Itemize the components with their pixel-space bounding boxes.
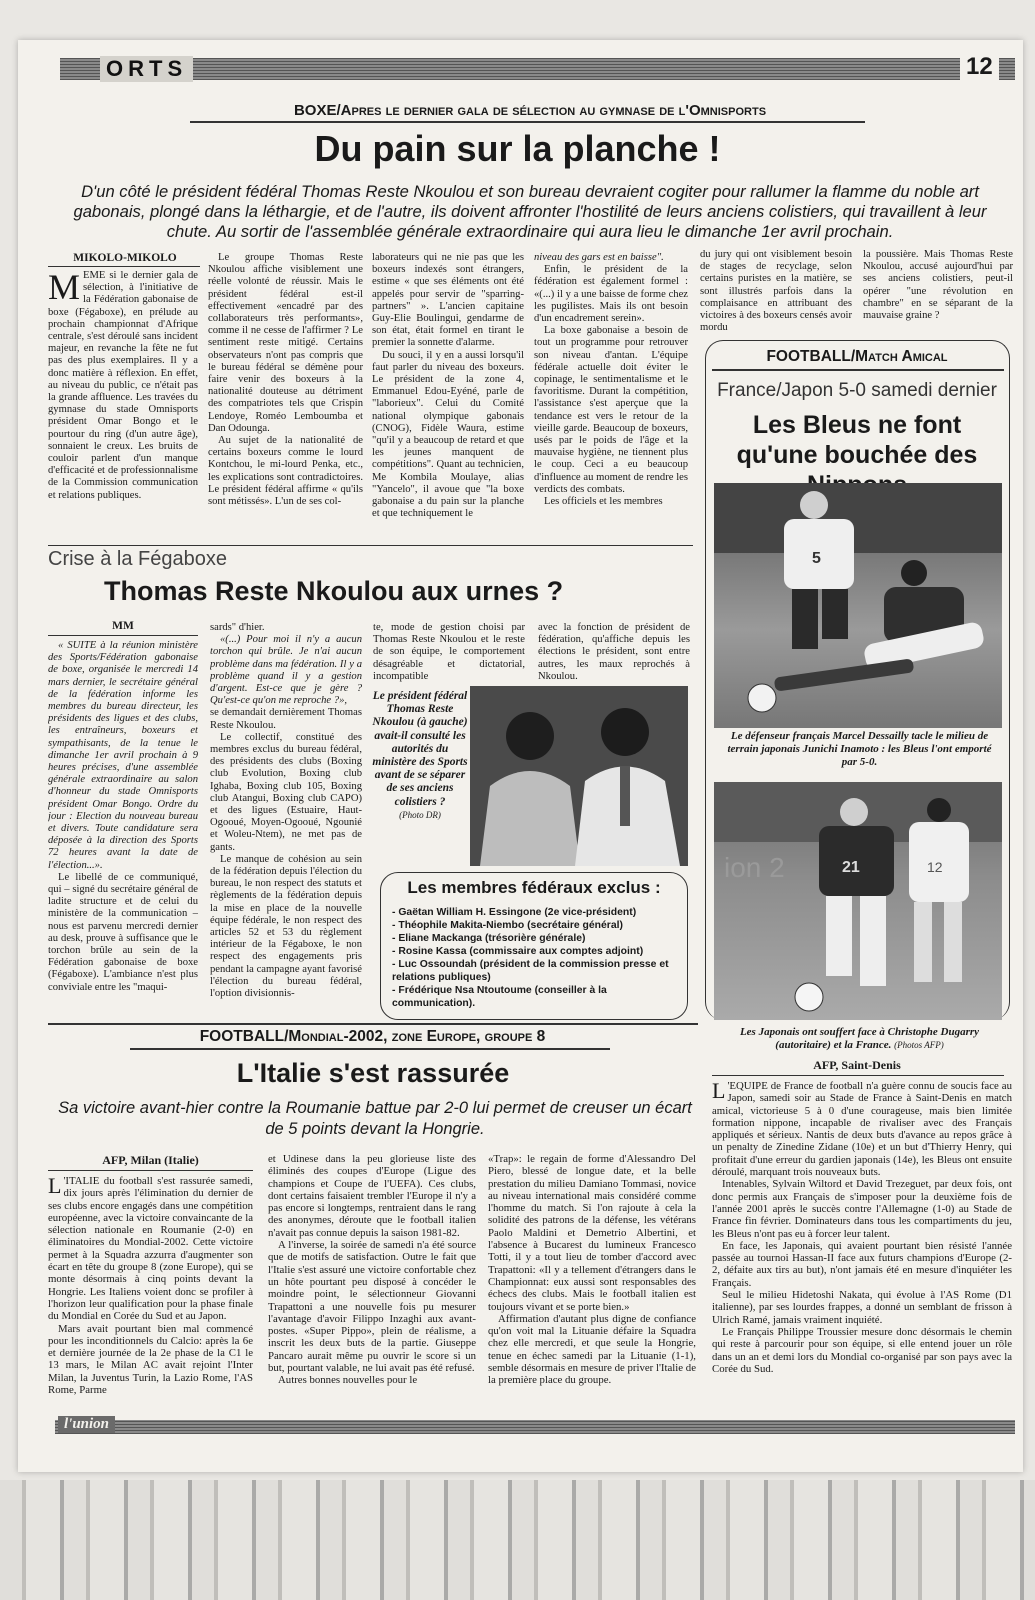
exclus-item: - Eliane Mackanga (trésorière générale) [392, 933, 586, 944]
italie-col-1-p1: 'ITALIE du football s'est rassurée samedi, dix jours après l'élimination du dernier de ses clubs encore engagés dans une compétition européenne, avec la victoire convaincante de la sélection nationale en Roumanie (2-0) en éliminatoires du Mondial-2002. Cette victoire permet à la Squadra azzurra d'augmenter son écart en tête du groupe 8 (zone Europe), qui se monte désormais à cinq points devant la Hongrie. Les Italiens voient donc se profiler à l'horizon leur qualification pour la phase finale du Mondial en Corée du Sud et au Japon. [48, 1175, 253, 1323]
fegaboxe-col-4-text: avec la fonction de président de fédération, qu'affiche depuis les élections le président, sont entre autres, les maux reprochés à Nkoulou. [538, 622, 690, 682]
amical-photo2-caption [722, 1026, 997, 1052]
fegaboxe-col-2-italic: «(...) Pour moi il n'y a aucun torchon qui brûle. Je n'ai aucun problème dans ma fédération. Il y a problème quand il y a gestion d'argent. Est-ce que je gère ? Qu'est-ce qu'on me reproche ?», [210, 634, 362, 707]
fegaboxe-col-3-text: te, mode de gestion choisi par Thomas Reste Nkoulou et le reste de son équipe, le comportement désagréable et dictatorial, incompatible [373, 622, 525, 682]
section-name: ORTS [100, 56, 193, 82]
fegaboxe-photo-credit: (Photo DR) [399, 809, 441, 820]
amical-p5: Le Français Philippe Troussier mesure donc désormais le chemin qui reste à parcourir pour son équipe, si elle entend jouer un rôle dans un an et demi lors du Mondial co-organisé par son pays avec la Corée du Sud. [712, 1325, 1012, 1375]
italie-deck: Sa victoire avant-hier contre la Roumanie battue par 2-0 lui permet de creuser un écart de 5 points devant la Hongrie. [58, 1099, 692, 1138]
boxe-byline: MIKOLO-MIKOLO [73, 252, 177, 264]
exclus-box-title: Les membres fédéraux exclus : [407, 878, 661, 897]
fegaboxe-col-2-a: sards" d'hier. [210, 622, 265, 633]
fegaboxe-headline: Thomas Reste Nkoulou aux urnes ? [104, 576, 564, 606]
boxe-col-6-text: la poussière. Mais Thomas Reste Nkoulou, accusé aujourd'hui par ses anciens colistiers, peut-il opérer "une révolution en chambre" en se séparant de la mauvaise graine ? [863, 249, 1013, 322]
amical-photo-tackle [714, 483, 1002, 728]
amical-byline: AFP, Saint-Denis [813, 1058, 901, 1072]
fegaboxe-kicker: Crise à la Fégaboxe [48, 548, 227, 570]
footer-bar [55, 1420, 1015, 1434]
fegaboxe-col-1-italic: « SUITE à la réunion ministère des Sports/Fédération gabonaise de boxe, organisée le mercredi 14 mars dernier, le secrétaire général de la fédération informe les membres du bureau directeur, les présidents des ligues et des clubs, les entraîneurs, boxeurs et sympathisants, de la tenue le dimanche 1er avril prochain à 9 heures précises, d'une assemblée générale extraordinaire au salon d'honneur du stade Omnisports président Omar Bongo. Ordre du jour : Election du nouveau bureau et divers. Toute candidature sera déposée à la direction des Sports 72 heures avant la date de l'élection...». [48, 640, 198, 871]
amical-photo2-credit: (Photos AFP) [894, 1040, 944, 1050]
boxe-col-2 [208, 252, 363, 532]
boxe-byline-rule [48, 266, 200, 267]
amical-p3: En face, les Japonais, qui avaient pourtant bien résisté l'année passée au tournoi Hassan-II face aux futurs champions d'Europe (2-2, défaite aux tirs au but), n'ont jamais été en mesure d'inquiéter les Français. [712, 1239, 1012, 1289]
amical-p4: Seul le milieu Hidetoshi Nakata, qui évolue à l'AS Rome (D1 italienne), par ses lourdes frappes, a donné un semblant de frisson à Ulrich Ramé, jamais vraiment inquiété. [712, 1289, 1012, 1326]
boxe-deck: D'un côté le président fédéral Thomas Reste Nkoulou et son bureau devraient cogiter pour rallumer la flamme du noble art gabonais, plongé dans la léthargie, et de l'autre, ils doivent affronter l'hostilité de leurs anciens colistiers, qui travaillent à leur chute. Au sortir de l'assemblée générale extraordinaire qui aura lieu le dimanche 1er avril prochain. [73, 182, 987, 241]
fegaboxe-byline: MM [112, 620, 134, 632]
boxe-col-4-p2: Enfin, le président de la fédération est également formel : «(...) il y a une baisse de forme chez les pugilistes. Mais ils ont besoin d'un encadrement serein». [534, 264, 688, 325]
fegaboxe-col-2 [210, 622, 362, 1018]
boxe-col-1 [48, 270, 198, 532]
amical-photo1-caption: Le défenseur français Marcel Dessailly tacle le milieu de terrain japonais Junichi Inamoto : les Bleus l'ont emporté par 5-0. [727, 730, 992, 768]
boxe-kicker: BOXE/Apres le dernier gala de sélection au gymnase de l'Omnisports [293, 102, 767, 119]
officials-scene [470, 686, 688, 866]
italie-col-3 [488, 1153, 696, 1415]
italie-col-2-p2: A l'inverse, la soirée de samedi n'a été source que de motifs de satisfaction. Outre le fait que l'Italie s'est assuré une victoire confortable chez un hôte pourtant peu disposé à concéder le moindre point, le sélectionneur Giovanni Trapattoni a une nouvelle fois pu mesurer l'avantage d'avoir Filippo Inzaghi aux avant-postes. «Super Pippo», plein de réalisme, a inscrit les deux buts de la partie. Giuseppe Pancaro aurait même pu ouvrir le score si un but, pourtant valable, ne lui avait pas été refusé. [268, 1239, 476, 1375]
amical-body [712, 1080, 1012, 1398]
fegaboxe-photo-caption [370, 690, 470, 822]
boxe-col-4-p4: Les officiels et les membres [544, 496, 663, 508]
boxe-col-3-p2: Du souci, il y en a aussi lorsqu'il faut parler du niveau des boxeurs. Le président de la zone 4, Emmanuel Edou-Eyéné, parle de "laborieux". Celui du Comité national olympique gabonais (CNOG), Fidèle Waura, estime "qu'il y a beaucoup de retard et que les jeunes manquent de compétitions". Quant au technicien, Me Kombila Moulaye, alias "Yancelo", il avoue que "la boxe gabonaise a du pain sur la planche et que techniquement le [372, 349, 524, 520]
page-number: 12 [960, 53, 999, 81]
amical-subkicker: France/Japon 5-0 samedi dernier [717, 380, 997, 401]
fegaboxe-top-rule [48, 545, 693, 546]
amical-dropcap: L [712, 1080, 726, 1103]
boxe-dropcap: M [48, 270, 81, 307]
amical-p1: 'EQUIPE de France de football n'a guère connu de soucis face au Japon, samedi soir au Stade de France à Saint-Denis en match amical, victorieuse 5 à 0 d'une courageuse, mais bien limitée formation nippone, incapable de rivaliser avec des Français appliqués et sérieux. Nantis de deux buts d'avance au repos grâce à un penalty de Zinedine Zidane (10e) et un but d'Thierry Henry, qui profitait d'une erreur du gardien japonais (14e), les Bleus ont ensuite déroulé, marquant trois nouveaux buts. [712, 1080, 1012, 1179]
amical-headline: Les Bleus ne font qu'une bouchée des [736, 411, 978, 469]
exclus-item: - Gaëtan William H. Essingone (2e vice-président) [392, 907, 637, 918]
amical-photo2-caption-text: Les Japonais ont souffert face à Christophe Dugarry (autoritaire) et la France. [739, 1026, 980, 1051]
boxe-col-4-p3: La boxe gabonaise a besoin de tout un programme pour retrouver son niveau d'antan. L'équipe fédérale actuelle doit éviter le copinage, le sentimentalisme et le favoritisme. Durant la compétition, l'assistance s'est aperçue que la tendance est vers le retour de la vieille garde. Beaucoup de boxeurs, usés par le poids de l'âge et la mauvaise hygiène, ne tiennent plus le coup. Ceci a eu beaucoup d'influence au moment de rendre les verdicts des combats. [534, 325, 688, 495]
amical-kicker-rule [712, 369, 1004, 371]
fegaboxe-col-2-d: Le manque de cohésion au sein de la fédération depuis l'élection du bureau, le non respect des statuts et règlements de la fédération depuis la mise en place de la nouvelle équipe fédérale, le non respect des articles 52 et 53 du règlement intérieur de la Fégaboxe, le non respect des engagements pris pendant la campagne ayant favorisé l'élection du bureau fédéral, l'option divisionnis- [210, 853, 362, 1000]
section-header-bar [60, 58, 1015, 80]
exclus-item: - Luc Ossoundah (président de la commission presse et relations publiques) [392, 959, 669, 983]
tackle-scene [714, 483, 1002, 728]
amical-kicker: FOOTBALL/Match Amical [766, 348, 948, 365]
boxe-kicker-rule [190, 121, 865, 123]
amical-photo-dugarry [714, 782, 1002, 1020]
svg-text:ion 2: ion 2 [724, 852, 785, 883]
italie-byline: AFP, Milan (Italie) [102, 1153, 199, 1167]
exclus-item: - Rosine Kassa (commissaire aux comptes adjoint) [392, 946, 644, 957]
italie-top-rule [48, 1023, 698, 1025]
boxe-col-2-p2: Au sujet de la nationalité de certains boxeurs comme le lourd Kontchou, le mi-lourd Penka, etc., les explications sont contradictoires. Le président fédéral affirme « qu'ils sont métissés». L'un de ses col- [208, 435, 363, 508]
fegaboxe-col-1-text: Le libellé de ce communiqué, qui – signé du secrétaire général de ladite structure et de celui du ministère de la communication – nous est parvenu mercredi dernier au desk, prouve à suffisance que le torchon brûle au sein de la Fédération gabonaise de boxe (Fégaboxe). L'ambiance n'est plus conviviale entre les "maqui- [48, 871, 198, 993]
fegaboxe-col-2-c: Le collectif, constitué des membres exclus du bureau fédéral, des présidents des clubs (Boxing club Evolution, Boxing club Ighaba, Boxing club 105, Boxing club Atangui, Boxing club CAPO) et des ligues (Estuaire, Haut-Ogooué, Moyen-Ogooué, Ngounié et Woleu-Ntem), ne met pas de gants. [210, 731, 362, 853]
fegaboxe-photo [470, 686, 688, 866]
boxe-headline: Du pain sur la planche ! [314, 128, 721, 169]
fegaboxe-col-1 [48, 640, 198, 1018]
italie-col-2 [268, 1153, 476, 1415]
amical-p2: Intenables, Sylvain Wiltord et David Trezeguet, par deux fois, ont donc permis aux Français de s'imposer pour la deuxième fois de l'année 2001 après le succès contre l'Allemagne (1-0) au Stade de France fin février. Dominateurs dans tous les compartiments du jeu, les Bleus n'ont pas eu à forcer leur talent. [712, 1178, 1012, 1240]
svg-text:12: 12 [927, 859, 943, 875]
fegaboxe-col-4 [538, 622, 690, 682]
italie-col-2-p1: et Udinese dans la peu glorieuse liste des éliminés des coupes d'Europe (Ligue des champions et Coupe de l'UEFA). Ces clubs, dont certains faisaient trembler l'Europe il n'y a pas encore si longtemps, rentraient dans le rang des anonymes, déroute que le football italien n'avait pas connue depuis la saison 1981-82. [268, 1153, 476, 1239]
amical-byline-rule [712, 1075, 1004, 1076]
fegaboxe-col-3 [373, 622, 525, 682]
boxe-col-5-text: du jury qui ont visiblement besoin de stages de recyclage, selon certains puristes en la matière, se sont illustrés parfois dans la complaisance en attribuant des victoires à des boxeurs censés avoir mordu [700, 249, 852, 334]
italie-col-1 [48, 1175, 253, 1415]
fegaboxe-byline-rule [48, 635, 198, 636]
boxe-col-5 [700, 249, 852, 335]
footer-masthead: l'union [58, 1416, 115, 1433]
italie-byline-rule [48, 1170, 253, 1171]
fegaboxe-photo-caption-text: Le président fédéral Thomas Reste Nkoulou (à gauche) avait-il consulté les autorités du ministère des Sports avant de se séparer de ses anciens colistiers ? [372, 690, 468, 808]
boxe-col-2-p1: Le groupe Thomas Reste Nkoulou affiche visiblement une réelle volonté de réussir. Mais le président fédéral est-il effectivement «encadré par des collaborateurs très performants», comme il ne cesse de l'affirmer ? Le sentiment reste mitigé. Certains observateurs n'ont pas compris que le bureau fédéral se démène pour faire venir des boxeurs à la nationalité douteuse au détriment des compatriotes tels que Crispin Lendoye, Roméo Lemboumba et Dan Odounga. [208, 252, 363, 434]
dugarry-scene [714, 782, 1002, 1020]
boxe-col-3 [372, 252, 524, 532]
boxe-col-1-text: EME si le dernier gala de sélection, à l'initiative de la Fédération gabonaise de boxe (Fégaboxe), en prélude au prochain championnat d'Afrique centrale, s'est déroulé sans incident majeur, en revanche la fête ne fut pas des plus exemplaires. Il y a donc matière à réflexion. En effet, au niveau du public, ce n'était pas la grande affluence. Les travées du gymnase du stade Omnisports président Omar Bongo et le pourtour du ring (d'un autre âge), sonnaient le creux. Les bruits de couloir parlent d'un manque d'efficacité et de professionnalisme de la Commission communication et relations publiques. [48, 270, 198, 501]
italie-kicker-rule [130, 1048, 610, 1050]
boxe-col-6 [863, 249, 1013, 335]
italie-dropcap: L [48, 1175, 62, 1198]
italie-kicker: FOOTBALL/Mondial-2002, zone Europe, groupe 8 [199, 1028, 546, 1045]
svg-text:21: 21 [842, 859, 860, 876]
boxe-col-4-p1: niveau des gars est en baisse". [534, 252, 664, 263]
exclus-item: - Théophile Makita-Niembo (secrétaire général) [392, 920, 623, 931]
scan-background-strip [0, 1480, 1035, 1600]
boxe-col-4 [534, 252, 688, 532]
italie-headline: L'Italie s'est rassurée [236, 1058, 510, 1088]
italie-col-1-p2: Mars avait pourtant bien mal commencé pour les inconditionnels du Calcio: après la 6e et dernière journée de la 2e phase de la C1 le 13 mars, le Milan AC avait rejoint l'Inter Milan, la Juventus Turin, la Lazio Rome, l'AS Rome, Parme [48, 1322, 253, 1397]
italie-col-2-p3: Autres bonnes nouvelles pour le [278, 1374, 418, 1387]
italie-col-3-p2: Affirmation d'autant plus digne de confiance qu'on voit mal la Lituanie défaire la Squadra chez elle mercredi, et que seule la Hongrie, tenue en échec samedi par la Lituanie (1-1), semble désormais en mesure de priver l'Italie de la première place du groupe. [488, 1312, 696, 1387]
italie-col-3-p1: «Trap»: le regain de forme d'Alessandro Del Piero, blessé de longue date, et la belle prestation du milieu Damiano Tommasi, novice au niveau international mais considéré comme l'homme du match. Si l'on rajoute à cela la solidité des patrons de la défense, les vétérans Paolo Maldini et Demetrio Albertini, et l'absence à Bucarest du lumineux Francesco Totti, il y a tout lieu de tomber d'accord avec Trapattoni: «Il y a tellement d'étrangers dans le Championnat: eux aussi sont responsables des échecs des clubs. Mais le football italien est toujours vivant et se porte bien.» [488, 1153, 696, 1313]
svg-text:5: 5 [812, 550, 821, 567]
boxe-col-3-p1: laborateurs qui ne nie pas que les boxeurs indexés sont étrangers, estime « que ses éléments ont été appelés pour servir de "sparring-partners" ». L'ancien capitaine Guy-Elie Boulingui, gendarme de son état, était formel en tirant le premier la sonnette d'alarme. [372, 252, 524, 349]
exclus-list [392, 906, 682, 1010]
fegaboxe-col-2-b: se demandait dernièrement Thomas Reste Nkoulou. [210, 707, 362, 731]
exclus-item: - Frédérique Nsa Ntoutoume (conseiller à la communication). [392, 985, 607, 1009]
